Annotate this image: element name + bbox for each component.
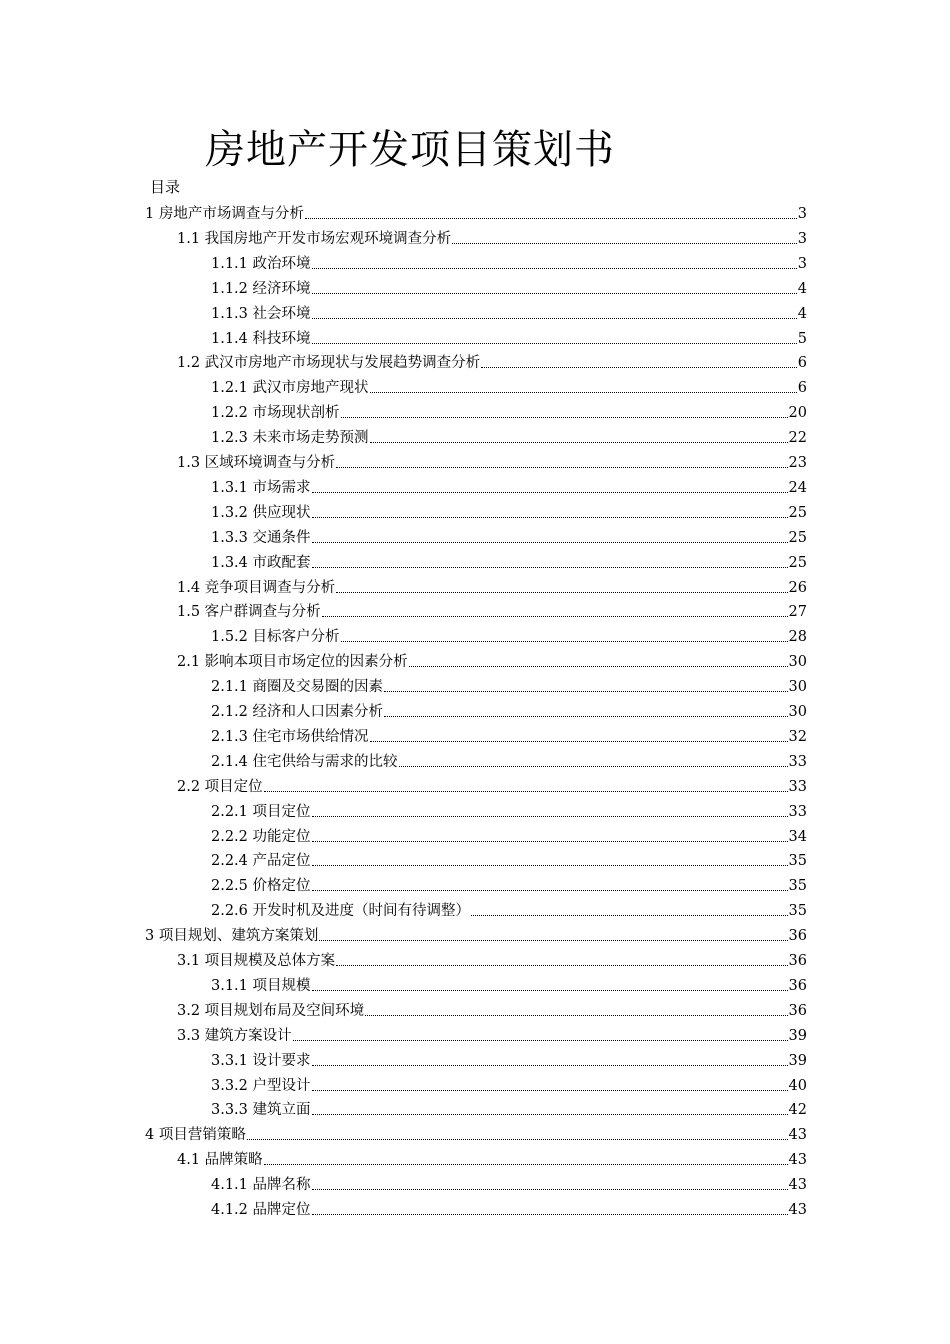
toc-entry-page-number: 40 bbox=[788, 1077, 807, 1094]
toc-entry-page-number: 36 bbox=[788, 928, 807, 945]
toc-entry[interactable] bbox=[177, 572, 807, 597]
toc-entry-page-number: 43 bbox=[788, 1152, 807, 1169]
toc-entry-page-number: 43 bbox=[788, 1202, 807, 1218]
toc-entry[interactable] bbox=[211, 671, 807, 696]
toc-entry[interactable] bbox=[177, 995, 807, 1020]
toc-entry-page-number: 5 bbox=[797, 330, 807, 347]
toc-entry[interactable] bbox=[145, 920, 807, 945]
toc-dot-leader bbox=[312, 1188, 788, 1190]
toc-dot-leader bbox=[336, 466, 787, 468]
toc-entry[interactable] bbox=[211, 397, 807, 422]
toc-entry[interactable] bbox=[211, 472, 807, 497]
toc-entry[interactable] bbox=[211, 1169, 807, 1194]
toc-entry-label: 1 房地产市场调查与分析 bbox=[145, 206, 304, 222]
toc-entry-label: 1.1.2 经济环境 bbox=[211, 280, 311, 297]
toc-entry-page-number: 43 bbox=[788, 1177, 807, 1194]
toc-entry[interactable] bbox=[211, 522, 807, 547]
toc-entry-label: 1.2.1 武汉市房地产现状 bbox=[211, 380, 369, 397]
toc-dot-leader bbox=[471, 914, 788, 916]
toc-entry-page-number: 30 bbox=[788, 679, 807, 696]
toc-entry-label: 2.2.1 项目定位 bbox=[211, 803, 311, 820]
toc-dot-leader bbox=[336, 964, 787, 966]
toc-entry-label: 2.2 项目定位 bbox=[177, 778, 263, 795]
toc-entry-page-number: 6 bbox=[797, 355, 807, 372]
toc-entry-label: 2.2.2 功能定位 bbox=[211, 828, 311, 845]
toc-entry-page-number: 33 bbox=[788, 803, 807, 820]
toc-entry-label: 1.3 区域环境调查与分析 bbox=[177, 455, 336, 471]
toc-entry-page-number: 3 bbox=[797, 255, 807, 272]
toc-dot-leader bbox=[322, 615, 788, 617]
toc-entry-page-number: 20 bbox=[788, 405, 807, 422]
toc-entry-label: 1.2.3 未来市场走势预测 bbox=[211, 430, 369, 447]
toc-entry-label: 3.3.3 建筑立面 bbox=[211, 1102, 311, 1119]
toc-entry-label: 1.5.2 目标客户分析 bbox=[211, 629, 340, 646]
toc-entry[interactable] bbox=[177, 771, 807, 796]
toc-entry-label: 1.5 客户群调查与分析 bbox=[177, 604, 321, 621]
toc-entry-label: 3.1.1 项目规模 bbox=[211, 977, 311, 994]
toc-entry[interactable] bbox=[145, 198, 807, 223]
toc-entry-label: 1.3.3 交通条件 bbox=[211, 529, 311, 546]
toc-entry[interactable] bbox=[177, 1144, 807, 1169]
toc-entry[interactable] bbox=[177, 223, 807, 248]
toc-entry[interactable] bbox=[211, 696, 807, 721]
toc-entry[interactable] bbox=[211, 323, 807, 348]
toc-dot-leader bbox=[481, 366, 797, 368]
toc-dot-leader bbox=[312, 1113, 788, 1115]
toc-entry[interactable] bbox=[211, 1094, 807, 1119]
toc-dot-leader bbox=[312, 1213, 788, 1215]
toc-dot-leader bbox=[312, 317, 797, 319]
toc-entry[interactable] bbox=[177, 646, 807, 671]
toc-dot-leader bbox=[312, 864, 788, 866]
toc-dot-leader bbox=[293, 1039, 788, 1041]
toc-entry-page-number: 33 bbox=[788, 753, 807, 770]
toc-dot-leader bbox=[341, 416, 788, 418]
toc-entry-label: 3.2 项目规划布局及空间环境 bbox=[177, 1002, 365, 1019]
toc-dot-leader bbox=[341, 640, 788, 642]
toc-entry-page-number: 36 bbox=[788, 977, 807, 994]
toc-entry-label: 1.3.2 供应现状 bbox=[211, 504, 311, 521]
toc-entry-page-number: 3 bbox=[797, 206, 807, 222]
toc-entry[interactable] bbox=[211, 497, 807, 522]
toc-dot-leader bbox=[312, 989, 788, 991]
toc-entry-label: 3.3.1 设计要求 bbox=[211, 1052, 311, 1069]
toc-dot-leader bbox=[247, 1138, 788, 1140]
toc-entry-page-number: 27 bbox=[788, 604, 807, 621]
toc-entry-page-number: 32 bbox=[788, 728, 807, 745]
toc-entry[interactable] bbox=[211, 895, 807, 920]
toc-entry-page-number: 39 bbox=[788, 1052, 807, 1069]
toc-entry-page-number: 34 bbox=[788, 828, 807, 845]
toc-entry-page-number: 39 bbox=[788, 1027, 807, 1044]
toc-dot-leader bbox=[312, 1064, 788, 1066]
toc-entry-page-number: 33 bbox=[788, 778, 807, 795]
toc-entry[interactable] bbox=[211, 248, 807, 273]
toc-entry-label: 1.1.3 社会环境 bbox=[211, 305, 311, 322]
toc-entry[interactable] bbox=[211, 1194, 807, 1219]
toc-entry[interactable] bbox=[211, 821, 807, 846]
toc-dot-leader bbox=[305, 217, 797, 219]
toc-entry-label: 4.1.2 品牌定位 bbox=[211, 1202, 311, 1218]
toc-entry-page-number: 36 bbox=[788, 953, 807, 969]
toc-entry-label: 3.1 项目规模及总体方案 bbox=[177, 953, 336, 969]
toc-entry-page-number: 25 bbox=[788, 554, 807, 571]
toc-dot-leader bbox=[312, 267, 797, 269]
toc-entry-page-number: 35 bbox=[788, 903, 807, 920]
toc-dot-leader bbox=[312, 889, 788, 891]
toc-entry-label: 3.3 建筑方案设计 bbox=[177, 1027, 292, 1044]
toc-entry-page-number: 36 bbox=[788, 1002, 807, 1019]
toc-dot-leader bbox=[312, 566, 788, 568]
toc-entry[interactable] bbox=[211, 547, 807, 572]
toc-entry[interactable] bbox=[177, 1020, 807, 1045]
toc-entry[interactable] bbox=[211, 372, 807, 397]
toc-entry[interactable] bbox=[177, 347, 807, 372]
toc-dot-leader bbox=[319, 939, 787, 941]
toc-dot-leader bbox=[399, 765, 788, 767]
toc-dot-leader bbox=[312, 815, 788, 817]
toc-entry-label: 2.2.4 产品定位 bbox=[211, 853, 311, 870]
toc-entry-label: 1.1.1 政治环境 bbox=[211, 255, 311, 272]
toc-dot-leader bbox=[312, 292, 797, 294]
toc-entry-label: 1.2.2 市场现状剖析 bbox=[211, 405, 340, 422]
toc-dot-leader bbox=[264, 790, 788, 792]
page-title: 房地产开发项目策划书 bbox=[205, 127, 615, 173]
toc-entry-page-number: 22 bbox=[788, 430, 807, 447]
toc-entry[interactable] bbox=[211, 1045, 807, 1070]
toc-entry-label: 1.1 我国房地产开发市场宏观环境调查分析 bbox=[177, 230, 452, 247]
toc-heading: 目录 bbox=[150, 178, 181, 196]
toc-dot-leader bbox=[365, 1014, 787, 1016]
toc-entry-page-number: 24 bbox=[788, 479, 807, 496]
toc-entry-label: 3.3.2 户型设计 bbox=[211, 1077, 311, 1094]
toc-dot-leader bbox=[264, 1163, 788, 1165]
toc-entry[interactable] bbox=[211, 621, 807, 646]
toc-entry[interactable] bbox=[177, 945, 807, 970]
toc-dot-leader bbox=[370, 740, 788, 742]
toc-entry-label: 4.1.1 品牌名称 bbox=[211, 1177, 311, 1194]
toc-entry[interactable] bbox=[177, 596, 807, 621]
toc-entry-page-number: 3 bbox=[797, 230, 807, 247]
toc-entry[interactable] bbox=[211, 273, 807, 298]
toc-entry-page-number: 35 bbox=[788, 853, 807, 870]
toc-entry-label: 1.1.4 科技环境 bbox=[211, 330, 311, 347]
toc-entry[interactable] bbox=[211, 796, 807, 821]
toc-dot-leader bbox=[384, 690, 788, 692]
toc-entry-label: 1.4 竞争项目调查与分析 bbox=[177, 579, 336, 596]
toc-entry-label: 1.3.4 市政配套 bbox=[211, 554, 311, 571]
toc-entry-label: 2.1.4 住宅供给与需求的比较 bbox=[211, 753, 398, 770]
toc-dot-leader bbox=[312, 541, 788, 543]
toc-entry-page-number: 4 bbox=[797, 305, 807, 322]
toc-entry[interactable] bbox=[211, 746, 807, 771]
toc-dot-leader bbox=[452, 242, 797, 244]
toc-entry-page-number: 30 bbox=[788, 654, 807, 671]
toc-entry-page-number: 25 bbox=[788, 529, 807, 546]
toc-entry-label: 2.2.5 价格定位 bbox=[211, 878, 311, 895]
toc-entry[interactable] bbox=[211, 845, 807, 870]
toc-dot-leader bbox=[370, 441, 788, 443]
toc-entry-label: 2.1 影响本项目市场定位的因素分析 bbox=[177, 654, 408, 671]
toc-entry[interactable] bbox=[211, 298, 807, 323]
toc-entry-label: 4.1 品牌策略 bbox=[177, 1152, 263, 1169]
toc-entry-label: 1.2 武汉市房地产市场现状与发展趋势调查分析 bbox=[177, 355, 481, 372]
toc-dot-leader bbox=[409, 665, 788, 667]
toc-entry[interactable] bbox=[177, 447, 807, 472]
toc-entry-page-number: 6 bbox=[797, 380, 807, 397]
toc-entry-page-number: 30 bbox=[788, 704, 807, 720]
toc-entry-label: 2.1.2 经济和人口因素分析 bbox=[211, 704, 384, 720]
toc-entry-label: 2.2.6 开发时机及进度（时间有待调整） bbox=[211, 903, 471, 920]
toc-dot-leader bbox=[370, 391, 797, 393]
toc-entry[interactable] bbox=[211, 970, 807, 995]
toc-dot-leader bbox=[312, 840, 788, 842]
toc-entry-page-number: 26 bbox=[788, 579, 807, 596]
toc-entry-page-number: 42 bbox=[788, 1102, 807, 1119]
toc-dot-leader bbox=[312, 516, 788, 518]
toc-entry-label: 2.1.3 住宅市场供给情况 bbox=[211, 728, 369, 745]
toc-entry-page-number: 4 bbox=[797, 280, 807, 297]
toc-entry-label: 3 项目规划、建筑方案策划 bbox=[145, 928, 319, 945]
toc-entry-page-number: 23 bbox=[788, 455, 807, 471]
toc-dot-leader bbox=[384, 715, 788, 717]
toc-dot-leader bbox=[312, 342, 797, 344]
toc-entry[interactable] bbox=[211, 422, 807, 447]
toc-entry-page-number: 25 bbox=[788, 504, 807, 521]
toc-entry[interactable] bbox=[211, 721, 807, 746]
toc-dot-leader bbox=[336, 591, 787, 593]
toc-entry-page-number: 43 bbox=[788, 1127, 807, 1144]
toc-dot-leader bbox=[312, 1089, 788, 1091]
toc-entry-label: 4 项目营销策略 bbox=[145, 1127, 246, 1144]
toc-entry[interactable] bbox=[145, 1119, 807, 1144]
toc-entry[interactable] bbox=[211, 1070, 807, 1095]
toc-entry[interactable] bbox=[211, 870, 807, 895]
toc-entry-page-number: 28 bbox=[788, 629, 807, 646]
toc-entry-page-number: 35 bbox=[788, 878, 807, 895]
toc-dot-leader bbox=[312, 491, 788, 493]
toc-entry-label: 1.3.1 市场需求 bbox=[211, 479, 311, 496]
toc-entry-label: 2.1.1 商圈及交易圈的因素 bbox=[211, 679, 384, 696]
